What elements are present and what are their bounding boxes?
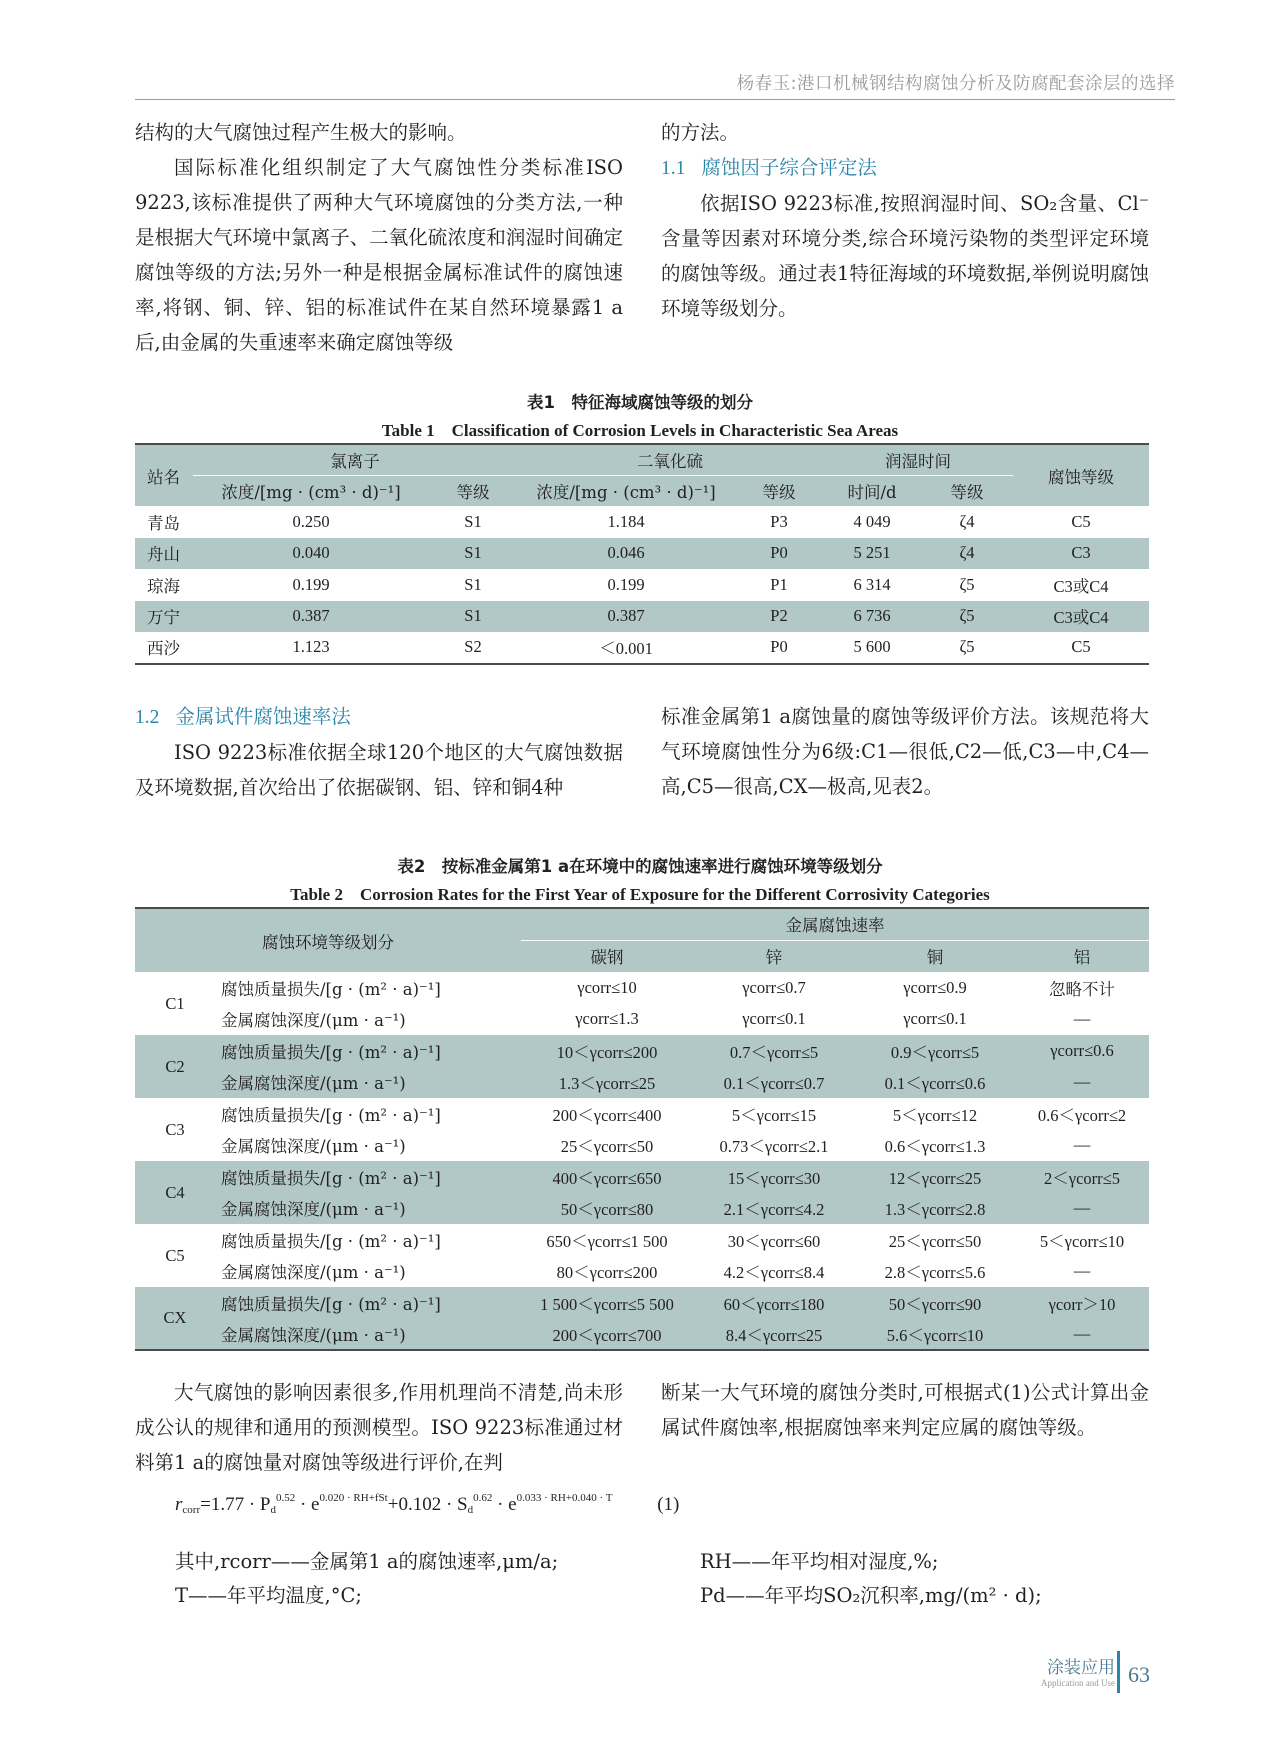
cell-value: 0.9＜γcorr≤5	[890, 1042, 980, 1062]
formula-part: · e	[492, 1494, 517, 1515]
cell-value: 1.3＜γcorr≤2.8	[884, 1200, 986, 1220]
cell-station: 青岛	[147, 513, 180, 533]
cell-label: 金属腐蚀深度/(μm · a⁻¹)	[221, 1325, 406, 1345]
table-row	[135, 1098, 1149, 1130]
formula-part: · e	[295, 1494, 320, 1515]
cell-value: 1.184	[607, 511, 645, 531]
definition-line: 其中,rcorr——金属第1 a的腐蚀速率,μm/a;	[175, 1550, 559, 1573]
formula-part: 0.62	[473, 1492, 493, 1504]
table-row	[135, 632, 1149, 664]
section-number: 1.1	[661, 158, 686, 179]
formula-part: +0.102 · S	[387, 1494, 468, 1515]
section-brand-zh: 涂装应用	[1047, 1658, 1115, 1678]
cell-value: 0.6＜γcorr≤1.3	[884, 1137, 986, 1157]
table-row	[135, 1224, 1149, 1256]
definition-line: Pd——年平均SO₂沉积率,mg/(m² · d);	[700, 1584, 1042, 1607]
cell-value: C5	[1071, 637, 1091, 657]
th-grade: 等级	[762, 482, 796, 502]
footer-divider	[1117, 1651, 1120, 1693]
cell-value: 6 736	[853, 606, 891, 626]
cell-category: C4	[165, 1182, 185, 1202]
cell-value: S1	[464, 543, 482, 563]
paragraph: 国际标准化组织制定了大气腐蚀性分类标准ISO 9223,该标准提供了两种大气环境腐蚀的分类方法,一种是根据大气环境中氯离子、二氧化硫浓度和润湿时间确定腐蚀等级的方法;另外一种是根据金属标准试件的腐蚀速率,将钢、铜、锌、铝的标准试件在某自然环境暴露1 a后,由金属的失重速率来确定腐蚀等级	[135, 156, 623, 354]
th-grade: 等级	[950, 482, 984, 502]
cell-value: C3或C4	[1053, 608, 1109, 628]
cell-value: 12＜γcorr≤25	[888, 1168, 982, 1188]
cell-label: 腐蚀质量损失/[g · (m² · a)⁻¹]	[221, 1168, 441, 1188]
table1	[135, 443, 1149, 665]
cell-label: 腐蚀质量损失/[g · (m² · a)⁻¹]	[221, 1042, 441, 1062]
cell-value: 0.046	[607, 543, 645, 563]
cell-label: 腐蚀质量损失/[g · (m² · a)⁻¹]	[221, 1231, 441, 1251]
cell-value: γcorr≤1.3	[575, 1009, 639, 1029]
th-chloride: 氯离子	[193, 444, 517, 475]
cell-category: C5	[165, 1245, 185, 1265]
cell-value: P0	[770, 543, 788, 563]
cell-label: 金属腐蚀深度/(μm · a⁻¹)	[221, 1263, 406, 1283]
table2-caption-en: Table 2 Corrosion Rates for the First Year of Exposure for the Different Corrosivity Categories	[290, 885, 990, 904]
cell-value: 25＜γcorr≤50	[560, 1137, 654, 1157]
cell-value: 0.199	[607, 574, 645, 594]
formula-part: r	[175, 1494, 183, 1515]
cell-value: 0.199	[292, 574, 330, 594]
cell-value: P2	[770, 606, 788, 626]
cell-value: 0.1＜γcorr≤0.7	[723, 1074, 825, 1094]
cell-value: ζ5	[959, 574, 975, 594]
cell-value: P3	[770, 511, 788, 531]
cell-value: S1	[464, 574, 482, 594]
definitions-right	[700, 1545, 1042, 1613]
paragraph: 依据ISO 9223标准,按照润湿时间、SO₂含量、Cl⁻含量等因素对环境分类,综合环境污染物的类型评定环境的腐蚀等级。通过表1特征海域的环境数据,举例说明腐蚀环境等级划分。	[661, 192, 1149, 320]
table-row	[135, 1256, 1149, 1288]
cell-value: 400＜γcorr≤650	[552, 1168, 662, 1188]
formula-part: 0.52	[275, 1492, 296, 1504]
formula-part: 0.020 · RH+fSt	[319, 1492, 388, 1504]
section-number: 1.2	[135, 707, 160, 728]
cell-value: 6 314	[853, 574, 891, 594]
cell-value: 4 049	[853, 511, 891, 531]
cell-value: 1 500＜γcorr≤5 500	[540, 1294, 674, 1314]
table-row	[135, 1287, 1149, 1319]
table-row	[135, 1035, 1149, 1067]
cell-value: 0.1＜γcorr≤0.6	[884, 1074, 986, 1094]
cell-value: γcorr≤0.6	[1050, 1040, 1114, 1060]
equation-number: (1)	[657, 1494, 680, 1515]
table-row	[135, 1067, 1149, 1099]
definitions-left	[175, 1545, 558, 1613]
page-number: 63	[1128, 1662, 1150, 1687]
th-conc: 浓度/[mg · (cm³ · d)⁻¹]	[536, 482, 716, 502]
formula-part: 0.033 · RH+0.040 · T	[516, 1492, 613, 1504]
th-carbon-steel: 碳钢	[590, 948, 624, 968]
cell-value: S2	[464, 637, 482, 657]
cell-value: 忽略不计	[1049, 979, 1115, 999]
header-rule	[135, 99, 1175, 100]
cell-value: P1	[770, 574, 788, 594]
table2-caption-zh: 表2 按标准金属第1 a在环境中的腐蚀速率进行腐蚀环境等级划分	[397, 857, 883, 876]
journal-section-logo	[1041, 1653, 1115, 1688]
section-heading-1-1	[661, 150, 1149, 186]
cell-label: 腐蚀质量损失/[g · (m² · a)⁻¹]	[221, 1294, 441, 1314]
cell-label: 腐蚀质量损失/[g · (m² · a)⁻¹]	[221, 1105, 441, 1125]
table-row	[135, 1193, 1149, 1225]
cell-label: 腐蚀质量损失/[g · (m² · a)⁻¹]	[221, 979, 441, 999]
cell-value: ζ4	[959, 543, 975, 563]
cell-station: 琼海	[147, 576, 180, 596]
table-row	[135, 506, 1149, 538]
cell-category: C3	[165, 1119, 185, 1139]
table2	[135, 907, 1149, 1351]
cell-value: ζ4	[959, 511, 975, 531]
cell-value: —	[1073, 1261, 1091, 1281]
cell-value: —	[1073, 1009, 1091, 1029]
cell-value: 200＜γcorr≤700	[552, 1325, 662, 1345]
cell-value: C3或C4	[1053, 576, 1109, 596]
table1-caption-en: Table 1 Classification of Corrosion Levels in Characteristic Sea Areas	[381, 421, 899, 440]
cell-value: 30＜γcorr≤60	[727, 1231, 821, 1251]
cell-value: 1.3＜γcorr≤25	[558, 1074, 656, 1094]
paragraph: 的方法。	[661, 121, 740, 144]
cell-value: γcorr≤0.1	[903, 1009, 967, 1029]
left-column-bottom	[135, 1375, 623, 1480]
cell-value: γcorr≤0.1	[742, 1009, 806, 1029]
cell-value: 0.7＜γcorr≤5	[729, 1042, 819, 1062]
cell-value: 0.387	[607, 606, 645, 626]
cell-value: 0.6＜γcorr≤2	[1037, 1105, 1127, 1125]
section-brand-en: Application and Use	[1041, 1678, 1115, 1688]
cell-value: 10＜γcorr≤200	[556, 1042, 658, 1062]
cell-category: C2	[165, 1056, 185, 1076]
paragraph: 大气腐蚀的影响因素很多,作用机理尚不清楚,尚未形成公认的规律和通用的预测模型。ISO 9223标准通过材料第1 a的腐蚀量对腐蚀等级进行评价,在判	[135, 1381, 623, 1474]
cell-value: 2.1＜γcorr≤4.2	[723, 1200, 825, 1220]
cell-value: 0.73＜γcorr≤2.1	[719, 1137, 829, 1157]
cell-value: 200＜γcorr≤400	[552, 1105, 662, 1125]
cell-value: 0.040	[292, 543, 330, 563]
cell-label: 金属腐蚀深度/(μm · a⁻¹)	[221, 1200, 406, 1220]
cell-value: P0	[770, 637, 788, 657]
th-corrosion-level: 腐蚀等级	[1048, 467, 1114, 487]
right-column-bottom	[661, 1375, 1149, 1445]
th-conc: 浓度/[mg · (cm³ · d)⁻¹]	[221, 482, 401, 502]
table-row	[135, 538, 1149, 570]
cell-value: γcorr＞10	[1048, 1294, 1116, 1314]
cell-value: 5＜γcorr≤15	[731, 1105, 817, 1125]
cell-value: 5 600	[853, 637, 891, 657]
section-title: 金属试件腐蚀速率法	[175, 705, 351, 728]
th-zinc: 锌	[765, 948, 783, 968]
formula-part: corr	[182, 1504, 201, 1516]
cell-label: 金属腐蚀深度/(μm · a⁻¹)	[221, 1074, 406, 1094]
right-column-top	[661, 115, 1149, 326]
cell-category: CX	[163, 1308, 187, 1327]
th-category: 腐蚀环境等级划分	[262, 932, 394, 952]
cell-value: 15＜γcorr≤30	[727, 1168, 821, 1188]
th-station: 站名	[147, 467, 180, 487]
cell-value: 2＜γcorr≤5	[1044, 1168, 1120, 1188]
cell-value: 650＜γcorr≤1 500	[546, 1231, 668, 1251]
cell-value: 5＜γcorr≤10	[1039, 1231, 1125, 1251]
cell-value: 25＜γcorr≤50	[888, 1231, 982, 1251]
section-heading-1-2	[135, 699, 623, 735]
cell-value: γcorr≤0.9	[903, 977, 967, 997]
table-row	[135, 1130, 1149, 1162]
cell-value: ＜0.001	[599, 639, 653, 659]
cell-value: C5	[1071, 511, 1091, 531]
table-row	[135, 569, 1149, 601]
cell-value: S1	[464, 511, 482, 531]
th-copper: 铜	[926, 948, 944, 968]
paragraph: 结构的大气腐蚀过程产生极大的影响。	[135, 121, 467, 144]
cell-value: 80＜γcorr≤200	[556, 1263, 658, 1283]
table-row	[135, 601, 1149, 633]
cell-value: —	[1073, 1135, 1091, 1155]
definition-line: RH——年平均相对湿度,%;	[700, 1550, 939, 1573]
paragraph: ISO 9223标准依据全球120个地区的大气腐蚀数据及环境数据,首次给出了依据碳钢、铝、锌和铜4种	[135, 741, 623, 799]
cell-value: 50＜γcorr≤80	[560, 1200, 654, 1220]
th-so2: 二氧化硫	[517, 444, 823, 475]
th-aluminium: 铝	[1073, 948, 1091, 968]
table-row	[135, 1319, 1149, 1351]
cell-value: 5.6＜γcorr≤10	[886, 1325, 984, 1345]
cell-value: —	[1073, 1072, 1091, 1092]
formula-part: d	[467, 1504, 474, 1516]
cell-station: 万宁	[147, 608, 180, 628]
paragraph: 标准金属第1 a腐蚀量的腐蚀等级评价方法。该规范将大气环境腐蚀性分为6级:C1—很低,C2—低,C3—中,C4—高,C5—很高,CX—极高,见表2。	[661, 705, 1149, 798]
cell-value: ζ5	[959, 637, 975, 657]
cell-category: C1	[165, 993, 185, 1013]
th-time: 时间/d	[847, 482, 897, 502]
th-grade: 等级	[456, 482, 490, 502]
cell-value: 8.4＜γcorr≤25	[725, 1325, 823, 1345]
cell-value: 0.250	[292, 511, 330, 531]
cell-value: γcorr≤10	[577, 977, 637, 997]
equation-1	[175, 1492, 679, 1516]
cell-value: 50＜γcorr≤90	[888, 1294, 982, 1314]
table1-caption-zh: 表1 特征海域腐蚀等级的划分	[527, 393, 753, 412]
cell-value: 5 251	[853, 543, 891, 563]
cell-value: 2.8＜γcorr≤5.6	[884, 1263, 986, 1283]
formula-part: d	[270, 1504, 276, 1516]
right-column-mid	[661, 699, 1149, 804]
left-column-mid	[135, 699, 623, 805]
paragraph: 断某一大气环境的腐蚀分类时,可根据式(1)公式计算出金属试件腐蚀率,根据腐蚀率来判定应属的腐蚀等级。	[661, 1381, 1149, 1439]
cell-value: 60＜γcorr≤180	[723, 1294, 825, 1314]
cell-value: 5＜γcorr≤12	[892, 1105, 978, 1125]
cell-station: 西沙	[147, 639, 180, 659]
cell-label: 金属腐蚀深度/(μm · a⁻¹)	[221, 1137, 406, 1157]
cell-value: γcorr≤0.7	[742, 977, 806, 997]
running-title: 杨春玉:港口机械钢结构腐蚀分析及防腐配套涂层的选择	[736, 74, 1175, 94]
th-rate: 金属腐蚀速率	[521, 908, 1149, 940]
cell-value: 1.123	[292, 637, 330, 657]
cell-value: —	[1073, 1323, 1091, 1343]
definition-line: T——年平均温度,°C;	[175, 1584, 362, 1607]
section-title: 腐蚀因子综合评定法	[701, 156, 877, 179]
cell-value: ζ5	[959, 606, 975, 626]
cell-value: —	[1073, 1198, 1091, 1218]
table-row	[135, 972, 1149, 1004]
th-wet-time: 润湿时间	[823, 444, 1013, 475]
cell-value: 0.387	[292, 606, 330, 626]
cell-value: C3	[1071, 543, 1091, 563]
left-column-top	[135, 115, 623, 360]
formula-part: =1.77 · P	[200, 1494, 271, 1515]
cell-station: 舟山	[147, 545, 180, 565]
table-row	[135, 1161, 1149, 1193]
cell-label: 金属腐蚀深度/(μm · a⁻¹)	[221, 1011, 406, 1031]
cell-value: S1	[464, 606, 482, 626]
table-row	[135, 1004, 1149, 1036]
cell-value: 4.2＜γcorr≤8.4	[723, 1263, 825, 1283]
